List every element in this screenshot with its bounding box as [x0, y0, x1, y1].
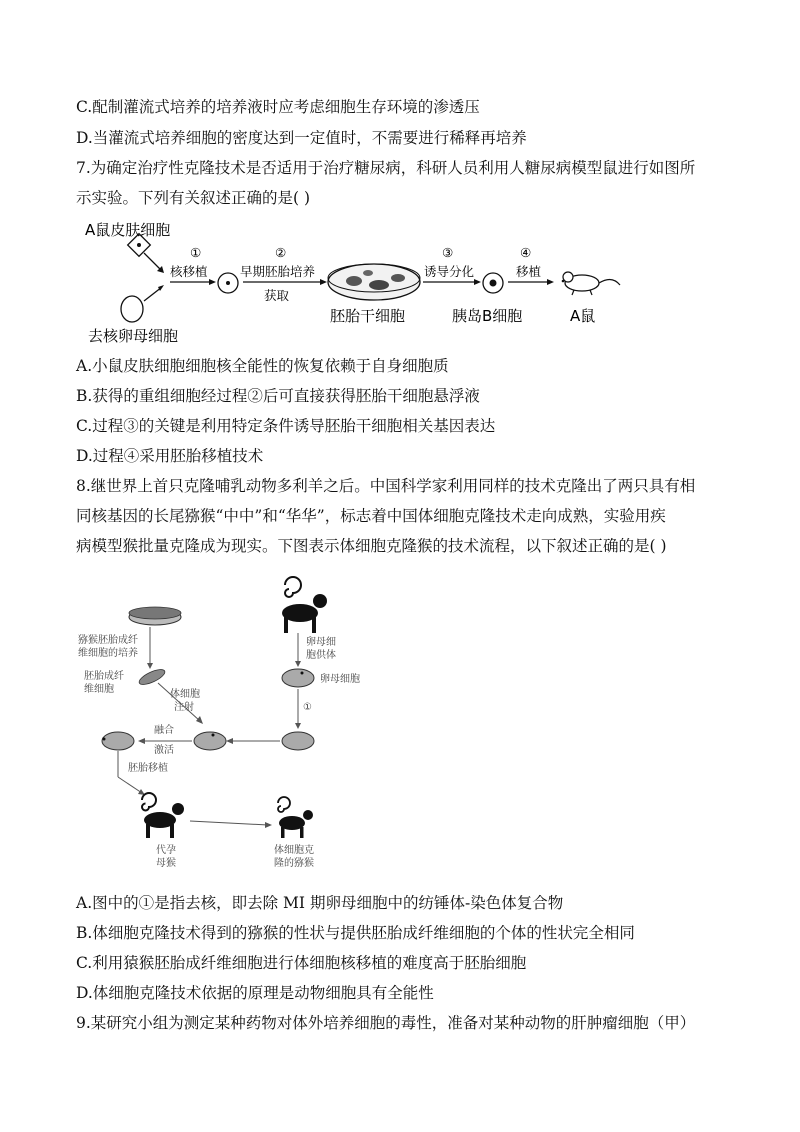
step1-number: ① [303, 702, 312, 713]
enucleated-egg-icon [121, 296, 143, 322]
cloned-label-2: 隆的猕猴 [274, 858, 314, 869]
reconstructed-embryo-icon [102, 732, 134, 750]
step3-number: ③ [442, 245, 454, 260]
q8-stem-line2: 同核基因的长尾猕猴“中中”和“华华”，标志着中国体细胞克隆技术走向成熟，实验用疾 [76, 507, 666, 525]
q6-option-d: D.当灌流式培养细胞的密度达到一定值时，不需要进行稀释再培养 [76, 129, 527, 147]
q9-stem-line1: 9.某研究小组为测定某种药物对体外培养细胞的毒性，准备对某种动物的肝肿瘤细胞（甲） [76, 1014, 696, 1032]
q8-option-b: B.体细胞克隆技术得到的猕猴的性状与提供胚胎成纤维细胞的个体的性状完全相同 [76, 924, 635, 942]
oocyte-label: 卵母细胞 [320, 674, 360, 685]
surrogate-label-1: 代孕 [156, 845, 176, 856]
surrogate-monkey-icon [142, 793, 184, 838]
injection-label-1: 体细胞 [170, 689, 200, 700]
q8-option-a: A.图中的①是指去核，即去除 MI 期卵母细胞中的纺锤体-染色体复合物 [76, 894, 564, 912]
step4-number: ④ [520, 245, 532, 260]
step1-label: 核移植 [170, 264, 208, 279]
q7-stem-line1: 7.为确定治疗性克隆技术是否适用于治疗糖尿病，科研人员利用人糖尿病模型鼠进行如图所 [76, 159, 696, 177]
surrogate-label-2: 母猴 [156, 858, 176, 869]
mouse-label: A鼠 [570, 307, 596, 325]
fibroblast-label-1: 胚胎成纤 [84, 671, 124, 682]
cloned-label-1: 体细胞克 [274, 845, 314, 856]
transfer-label: 胚胎移植 [128, 763, 168, 774]
culture-dish-icon [328, 264, 420, 300]
enucleated-oocyte-icon [282, 732, 314, 750]
donor-label-1: 卵母细 [306, 637, 336, 648]
oocyte-icon [282, 669, 314, 687]
step2-number: ② [275, 245, 287, 260]
q8-option-c: C.利用猿猴胚胎成纤维细胞进行体细胞核移植的难度高于胚胎细胞 [76, 954, 527, 972]
mouse-icon [562, 272, 620, 295]
q7-option-b: B.获得的重组细胞经过程②后可直接获得胚胎干细胞悬浮液 [76, 387, 480, 405]
q7-figure [80, 215, 640, 345]
fibroblast-icon [137, 667, 167, 688]
monkey-donor-icon [282, 577, 327, 633]
fibroblast-label-2: 维细胞 [84, 684, 114, 695]
culture-label-2: 维细胞的培养 [78, 648, 138, 659]
q8-figure [70, 565, 370, 875]
es-cell-label: 胚胎干细胞 [330, 307, 406, 325]
cloned-monkey-icon [278, 797, 313, 838]
q7-option-c: C.过程③的关键是利用特定条件诱导胚胎干细胞相关基因表达 [76, 417, 496, 435]
q8-stem-line3: 病模型猴批量克隆成为现实。下图表示体细胞克隆猴的技术流程，以下叙述正确的是( ) [76, 537, 667, 555]
q8-option-d: D.体细胞克隆技术依据的原理是动物细胞具有全能性 [76, 984, 434, 1002]
step2-label: 早期胚胎培养 [240, 264, 316, 279]
q6-option-c: C.配制灌流式培养的培养液时应考虑细胞生存环境的渗透压 [76, 98, 480, 116]
culture-dish-icon [129, 607, 181, 625]
islet-cell-label: 胰岛B细胞 [452, 307, 523, 325]
injection-label-2: 注射 [174, 702, 194, 713]
step3-label: 诱导分化 [424, 264, 475, 279]
fusion-label-1: 融合 [154, 725, 174, 736]
donor-label-2: 胞供体 [306, 650, 336, 661]
step1-number: ① [190, 245, 202, 260]
q7-option-a: A.小鼠皮肤细胞细胞核全能性的恢复依赖于自身细胞质 [76, 357, 449, 375]
step2-sublabel: 获取 [264, 288, 290, 303]
step4-label: 移植 [516, 264, 542, 279]
injected-oocyte-icon [194, 732, 226, 750]
enucleated-egg-label: 去核卵母细胞 [88, 327, 179, 345]
fusion-label-2: 激活 [154, 745, 174, 756]
culture-label-1: 猕猴胚胎成纤 [78, 635, 138, 646]
q7-stem-line2: 示实验。下列有关叙述正确的是( ) [76, 189, 311, 207]
q8-stem-line1: 8.继世界上首只克隆哺乳动物多利羊之后。中国科学家利用同样的技术克隆出了两只具有相 [76, 477, 696, 495]
q7-option-d: D.过程④采用胚胎移植技术 [76, 447, 264, 465]
skin-cell-label: A鼠皮肤细胞 [85, 221, 171, 239]
